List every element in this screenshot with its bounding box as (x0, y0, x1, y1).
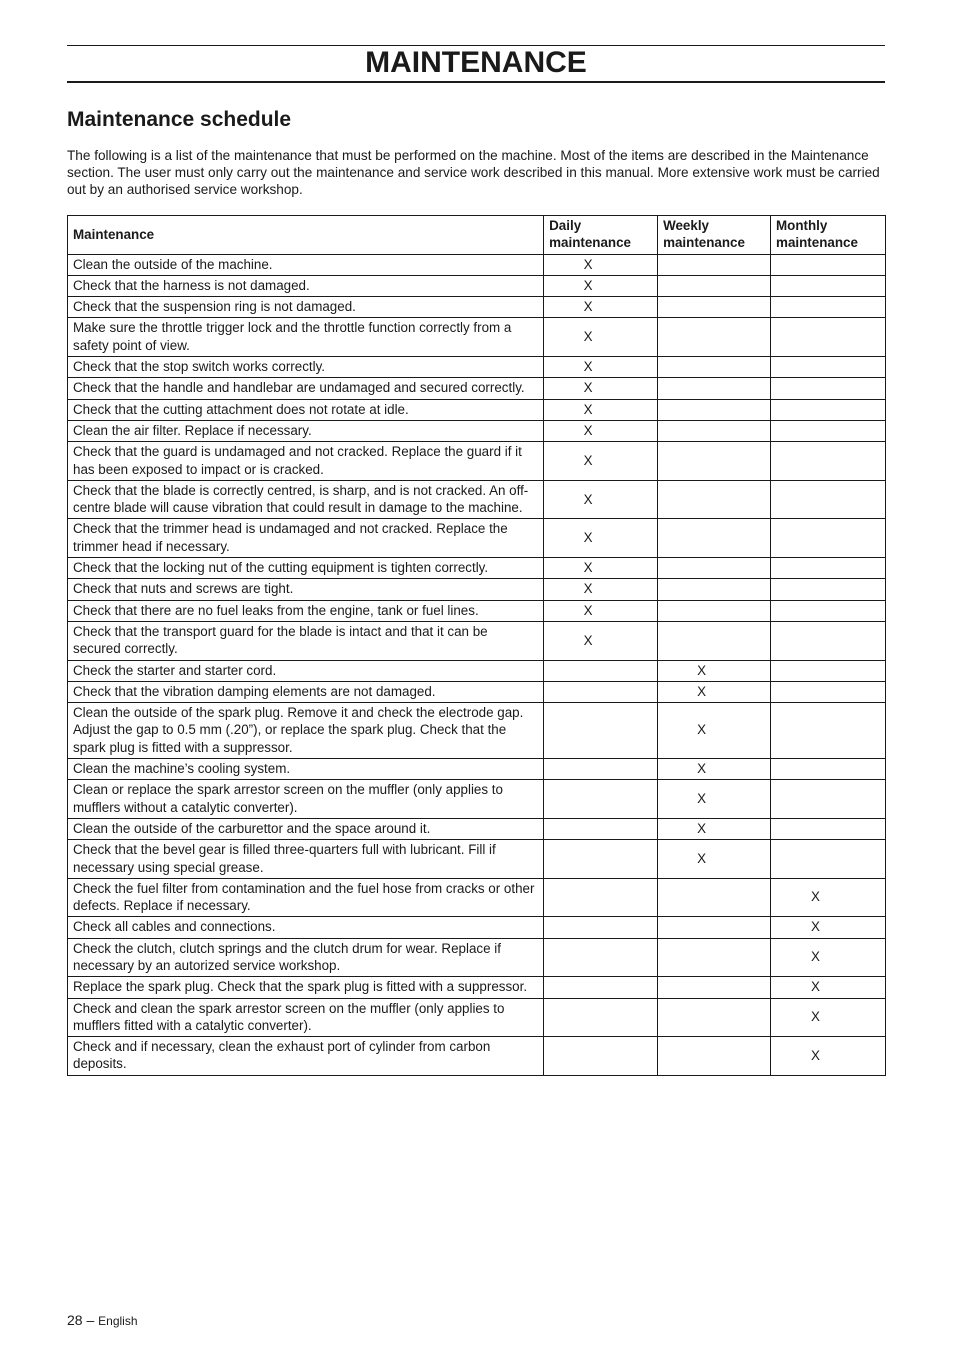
daily-cell: X (544, 297, 658, 318)
monthly-cell (771, 621, 886, 660)
daily-cell: X (544, 442, 658, 481)
daily-cell: X (544, 318, 658, 357)
page-title: MAINTENANCE (365, 46, 587, 79)
daily-cell: X (544, 420, 658, 441)
table-row (68, 480, 886, 519)
daily-cell: X (544, 558, 658, 579)
table-row (68, 977, 886, 998)
weekly-cell (658, 600, 771, 621)
task-cell: Clean the outside of the spark plug. Remove it and check the electrode gap. Adjust the gap to 0.5 mm (.20”), or replace the spark plug. Check that the spark plug is fitted with a suppressor. (68, 703, 544, 759)
task-cell: Check that the guard is undamaged and not cracked. Replace the guard if it has been exposed to impact or is cracked. (68, 442, 544, 481)
task-cell: Check the starter and starter cord. (68, 660, 544, 681)
monthly-cell (771, 318, 886, 357)
weekly-cell (658, 275, 771, 296)
daily-cell: X (544, 480, 658, 519)
monthly-cell (771, 378, 886, 399)
daily-cell: X (544, 357, 658, 378)
monthly-cell (771, 558, 886, 579)
task-cell: Check all cables and connections. (68, 917, 544, 938)
weekly-cell (658, 621, 771, 660)
table-row (68, 297, 886, 318)
table-row (68, 1037, 886, 1076)
table-row (68, 703, 886, 759)
weekly-cell (658, 442, 771, 481)
monthly-cell: X (771, 977, 886, 998)
task-cell: Clean or replace the spark arrestor screen on the muffler (only applies to mufflers without a catalytic converter). (68, 780, 544, 819)
header-rule-bottom (67, 81, 885, 83)
daily-cell: X (544, 378, 658, 399)
weekly-cell: X (658, 840, 771, 879)
task-cell: Check that nuts and screws are tight. (68, 579, 544, 600)
table-row (68, 818, 886, 839)
monthly-cell (771, 681, 886, 702)
page-number: 28 – (67, 1312, 95, 1328)
weekly-cell (658, 998, 771, 1037)
task-cell: Replace the spark plug. Check that the spark plug is fitted with a suppressor. (68, 977, 544, 998)
task-cell: Make sure the throttle trigger lock and the throttle function correctly from a safety point of view. (68, 318, 544, 357)
weekly-cell (658, 579, 771, 600)
daily-cell: X (544, 519, 658, 558)
weekly-cell: X (658, 681, 771, 702)
table-row (68, 357, 886, 378)
monthly-cell (771, 275, 886, 296)
weekly-cell (658, 977, 771, 998)
intro-paragraph: The following is a list of the maintenance that must be performed on the machine. Most of the items are described in the Maintenance section. The user must only carry out the maintenance and service work described in this manual. More extensive work must be carried out by an authorised service workshop. (67, 148, 880, 197)
page-footer (67, 1311, 138, 1330)
daily-cell: X (544, 579, 658, 600)
table-row (68, 840, 886, 879)
section-title: Maintenance schedule (67, 108, 292, 131)
monthly-cell (771, 254, 886, 275)
table-row (68, 318, 886, 357)
weekly-cell: X (658, 660, 771, 681)
weekly-cell (658, 378, 771, 399)
monthly-cell (771, 600, 886, 621)
table-row (68, 579, 886, 600)
header-daily: Daily maintenance (544, 216, 658, 255)
daily-cell (544, 938, 658, 977)
monthly-cell (771, 442, 886, 481)
daily-cell (544, 878, 658, 917)
table-row (68, 420, 886, 441)
daily-cell (544, 917, 658, 938)
weekly-cell: X (658, 759, 771, 780)
task-cell: Check that the handle and handlebar are undamaged and secured correctly. (68, 378, 544, 399)
weekly-cell: X (658, 818, 771, 839)
task-cell: Check that the suspension ring is not damaged. (68, 297, 544, 318)
header-maintenance: Maintenance (68, 216, 544, 255)
daily-cell: X (544, 621, 658, 660)
task-cell: Clean the air filter. Replace if necessary. (68, 420, 544, 441)
monthly-cell: X (771, 917, 886, 938)
daily-cell (544, 681, 658, 702)
monthly-cell (771, 297, 886, 318)
task-cell: Check that the stop switch works correctly. (68, 357, 544, 378)
task-cell: Check that there are no fuel leaks from the engine, tank or fuel lines. (68, 600, 544, 621)
table-row (68, 878, 886, 917)
task-cell: Check the fuel filter from contamination and the fuel hose from cracks or other defects. Replace if necessary. (68, 878, 544, 917)
task-cell: Check that the blade is correctly centred, is sharp, and is not cracked. An off-centre blade will cause vibration that could result in damage to the machine. (68, 480, 544, 519)
daily-cell: X (544, 275, 658, 296)
table-row (68, 275, 886, 296)
table-body (68, 254, 886, 1075)
weekly-cell (658, 917, 771, 938)
table-row (68, 938, 886, 977)
task-cell: Check that the trimmer head is undamaged and not cracked. Replace the trimmer head if necessary. (68, 519, 544, 558)
weekly-cell (658, 558, 771, 579)
daily-cell (544, 818, 658, 839)
daily-cell (544, 977, 658, 998)
weekly-cell (658, 1037, 771, 1076)
footer-language: English (98, 1314, 138, 1328)
header-weekly: Weekly maintenance (658, 216, 771, 255)
monthly-cell (771, 818, 886, 839)
monthly-cell (771, 579, 886, 600)
daily-cell: X (544, 600, 658, 621)
weekly-cell (658, 357, 771, 378)
task-cell: Clean the machine’s cooling system. (68, 759, 544, 780)
task-cell: Check and if necessary, clean the exhaust port of cylinder from carbon deposits. (68, 1037, 544, 1076)
header-monthly: Monthly maintenance (771, 216, 886, 255)
table-row (68, 660, 886, 681)
task-cell: Check that the cutting attachment does not rotate at idle. (68, 399, 544, 420)
daily-cell (544, 780, 658, 819)
daily-cell (544, 840, 658, 879)
task-cell: Clean the outside of the machine. (68, 254, 544, 275)
table-row (68, 558, 886, 579)
monthly-cell: X (771, 878, 886, 917)
weekly-cell (658, 420, 771, 441)
table-row (68, 399, 886, 420)
task-cell: Clean the outside of the carburettor and the space around it. (68, 818, 544, 839)
monthly-cell (771, 660, 886, 681)
monthly-cell (771, 480, 886, 519)
daily-cell (544, 1037, 658, 1076)
table-header-row (68, 216, 886, 255)
weekly-cell (658, 878, 771, 917)
table-row (68, 998, 886, 1037)
table-row (68, 780, 886, 819)
daily-cell (544, 660, 658, 681)
monthly-cell: X (771, 938, 886, 977)
table-row (68, 254, 886, 275)
daily-cell (544, 998, 658, 1037)
monthly-cell (771, 780, 886, 819)
table-row (68, 917, 886, 938)
weekly-cell: X (658, 780, 771, 819)
weekly-cell (658, 519, 771, 558)
daily-cell (544, 759, 658, 780)
table-row (68, 442, 886, 481)
table-row (68, 759, 886, 780)
weekly-cell (658, 399, 771, 420)
monthly-cell (771, 759, 886, 780)
monthly-cell (771, 703, 886, 759)
weekly-cell (658, 938, 771, 977)
monthly-cell: X (771, 998, 886, 1037)
daily-cell: X (544, 399, 658, 420)
weekly-cell (658, 480, 771, 519)
task-cell: Check the clutch, clutch springs and the clutch drum for wear. Replace if necessary by an autorized service workshop. (68, 938, 544, 977)
weekly-cell: X (658, 703, 771, 759)
weekly-cell (658, 254, 771, 275)
weekly-cell (658, 297, 771, 318)
monthly-cell (771, 840, 886, 879)
task-cell: Check that the harness is not damaged. (68, 275, 544, 296)
task-cell: Check and clean the spark arrestor screen on the muffler (only applies to mufflers fitted with a catalytic converter). (68, 998, 544, 1037)
table-row (68, 378, 886, 399)
monthly-cell (771, 420, 886, 441)
table-row (68, 681, 886, 702)
table-row (68, 621, 886, 660)
monthly-cell (771, 399, 886, 420)
daily-cell: X (544, 254, 658, 275)
maintenance-schedule-table (67, 215, 886, 1076)
daily-cell (544, 703, 658, 759)
weekly-cell (658, 318, 771, 357)
monthly-cell (771, 357, 886, 378)
monthly-cell: X (771, 1037, 886, 1076)
task-cell: Check that the transport guard for the blade is intact and that it can be secured correctly. (68, 621, 544, 660)
monthly-cell (771, 519, 886, 558)
table-row (68, 600, 886, 621)
task-cell: Check that the vibration damping elements are not damaged. (68, 681, 544, 702)
task-cell: Check that the locking nut of the cutting equipment is tighten correctly. (68, 558, 544, 579)
task-cell: Check that the bevel gear is filled three-quarters full with lubricant. Fill if necessary using special grease. (68, 840, 544, 879)
table-row (68, 519, 886, 558)
